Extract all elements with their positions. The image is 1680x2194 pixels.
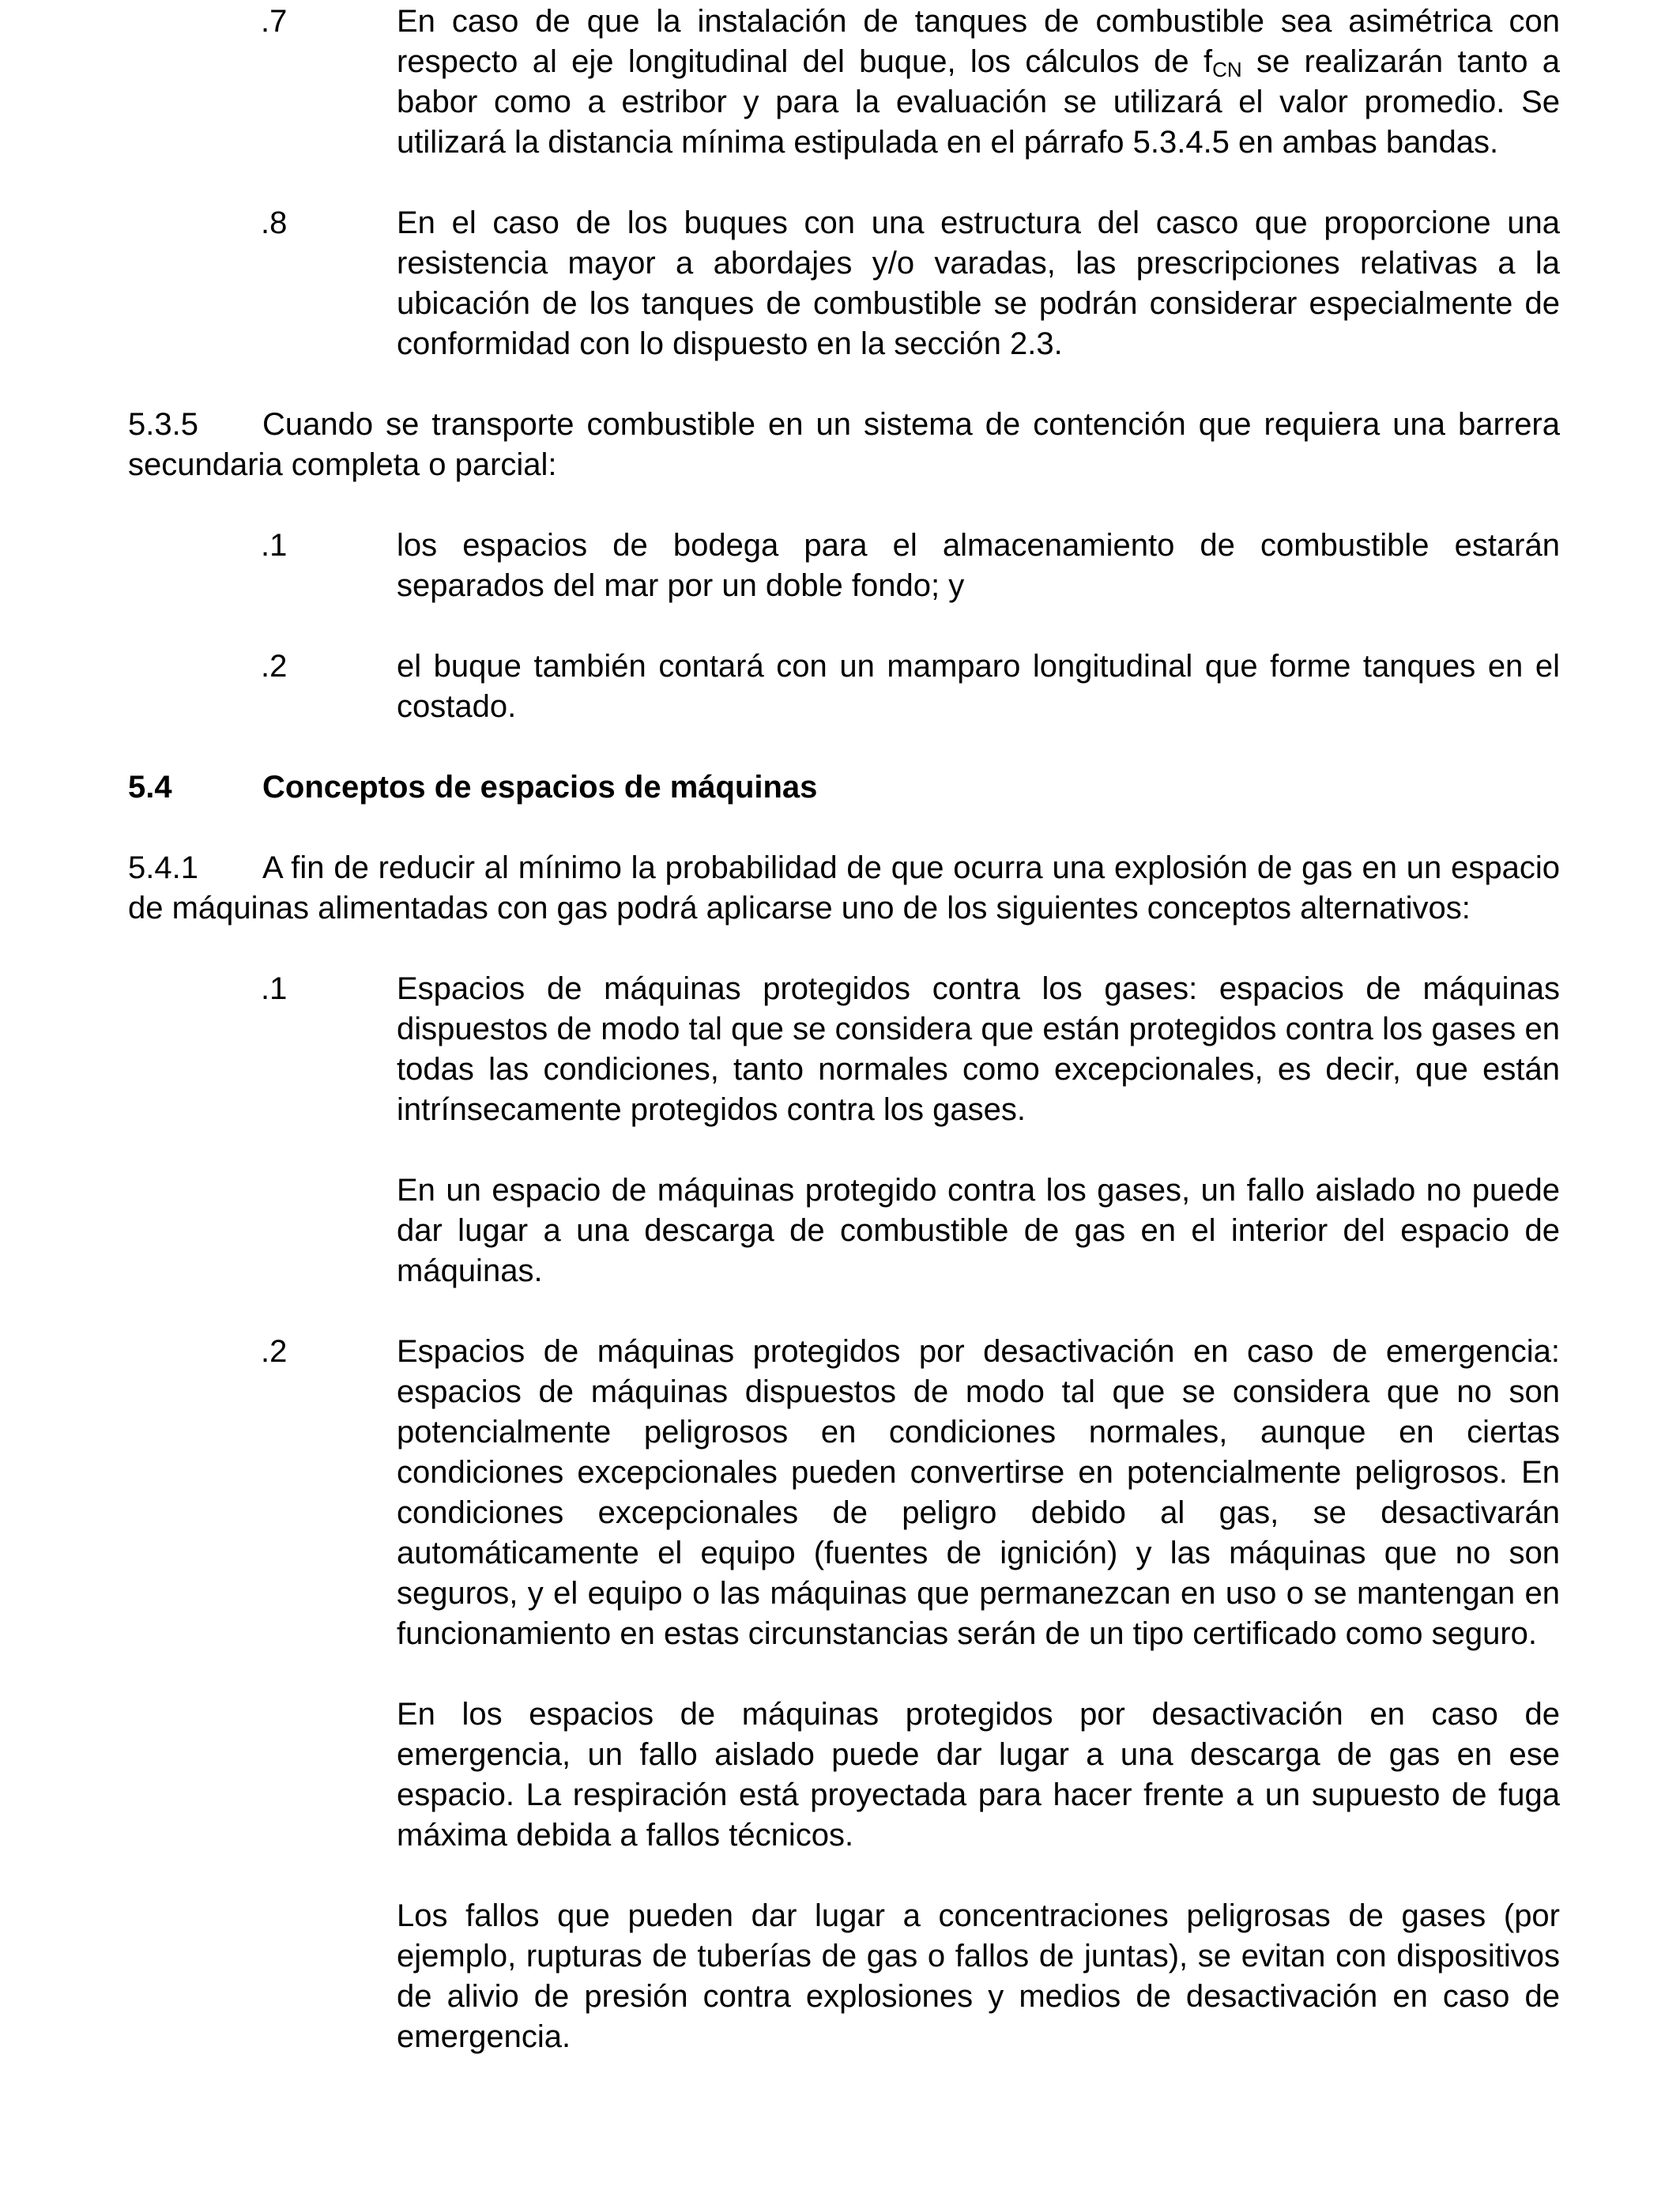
paragraph-number: 5.4.1 [128, 850, 198, 885]
section-title: Conceptos de espacios de máquinas [262, 770, 818, 805]
item-number: .7 [261, 4, 288, 39]
item-paragraph: Espacios de máquinas protegidos contra los gases: espacios de máquinas dispuestos de modo tal que se considera que están protegidos contra los gases en todas las condiciones, tanto normales como excepcionales, es decir, que están intrínsecamente protegidos contra los gases. [397, 971, 1560, 1127]
item-text: los espacios de bodega para el almacenamiento de combustible estarán separados del mar por un doble fondo; y [397, 528, 1560, 603]
section-number: 5.4 [128, 770, 172, 805]
item-text: En el caso de los buques con una estructura del casco que proporcione una resistencia mayor a abordajes y/o varadas, las prescripciones relativas a la ubicación de los tanques de combustible se podrán considerar especialmente de conformidad con lo dispuesto en la sección 2.3. [397, 205, 1560, 361]
document-page [128, 2, 1560, 2057]
paragraph-text: Cuando se transporte combustible en un sistema de contención que requiera una barrera secundaria completa o parcial: [128, 407, 1560, 482]
list-item-1 [128, 526, 1560, 606]
item-paragraph: Espacios de máquinas protegidos por desactivación en caso de emergencia: espacios de máquinas dispuestos de modo tal que se considera que no son potencialmente peligrosos en condiciones normales, aunque en ciertas condiciones excepcionales pueden convertirse en potencialmente peligrosos. En condiciones excepcionales de peligro debido al gas, se desactivarán automáticamente el equipo (fuentes de ignición) y las máquinas que no son seguros, y el equipo o las máquinas que permanezcan en uso o se mantengan en funcionamiento en estas circunstancias serán de un tipo certificado como seguro. [397, 1334, 1560, 1651]
item-number: .1 [261, 971, 288, 1006]
paragraph-5-3-5 [128, 405, 1560, 485]
paragraph-text: A fin de reducir al mínimo la probabilidad de que ocurra una explosión de gas en un espacio de máquinas alimentadas con gas podrá aplicarse uno de los siguientes conceptos alternativos: [128, 850, 1560, 925]
item-paragraph: Los fallos que pueden dar lugar a concentraciones peligrosas de gases (por ejemplo, rupturas de tuberías de gas o fallos de juntas), se evitan con dispositivos de alivio de presión contra explosiones y medios de desactivación en caso de emergencia. [397, 1898, 1560, 2054]
paragraph-number: 5.3.5 [128, 407, 198, 442]
item-paragraph: En un espacio de máquinas protegido contra los gases, un fallo aislado no puede dar lugar a una descarga de combustible de gas en el interior del espacio de máquinas. [397, 1173, 1560, 1288]
list-item-2 [128, 1332, 1560, 2057]
item-number: .1 [261, 528, 288, 563]
item-text: el buque también contará con un mamparo longitudinal que forme tanques en el costado. [397, 649, 1560, 724]
list-item-1 [128, 969, 1560, 1291]
item-number: .2 [261, 649, 288, 684]
item-number: .2 [261, 1334, 288, 1369]
item-number: .8 [261, 205, 288, 240]
paragraph-5-4-1 [128, 848, 1560, 929]
list-item-8 [128, 203, 1560, 364]
section-heading [128, 767, 1560, 808]
item-text-part1: En caso de que la instalación de tanques de combustible sea asimétrica con respecto al eje longitudinal del buque, los cálculos de f [397, 4, 1560, 79]
subscript-cn: CN [1212, 58, 1242, 81]
item-paragraph: En los espacios de máquinas protegidos por desactivación en caso de emergencia, un fallo aislado puede dar lugar a una descarga de gas en ese espacio. La respiración está proyectada para hacer frente a un supuesto de fuga máxima debida a fallos técnicos. [397, 1697, 1560, 1853]
list-item-7 [128, 2, 1560, 163]
item-text-part2: se realizarán tanto a babor como a estribor y para la evaluación se utilizará el valor promedio. Se utilizará la distancia mínima estipulada en el párrafo 5.3.4.5 en ambas bandas. [397, 44, 1560, 160]
list-item-2 [128, 647, 1560, 727]
